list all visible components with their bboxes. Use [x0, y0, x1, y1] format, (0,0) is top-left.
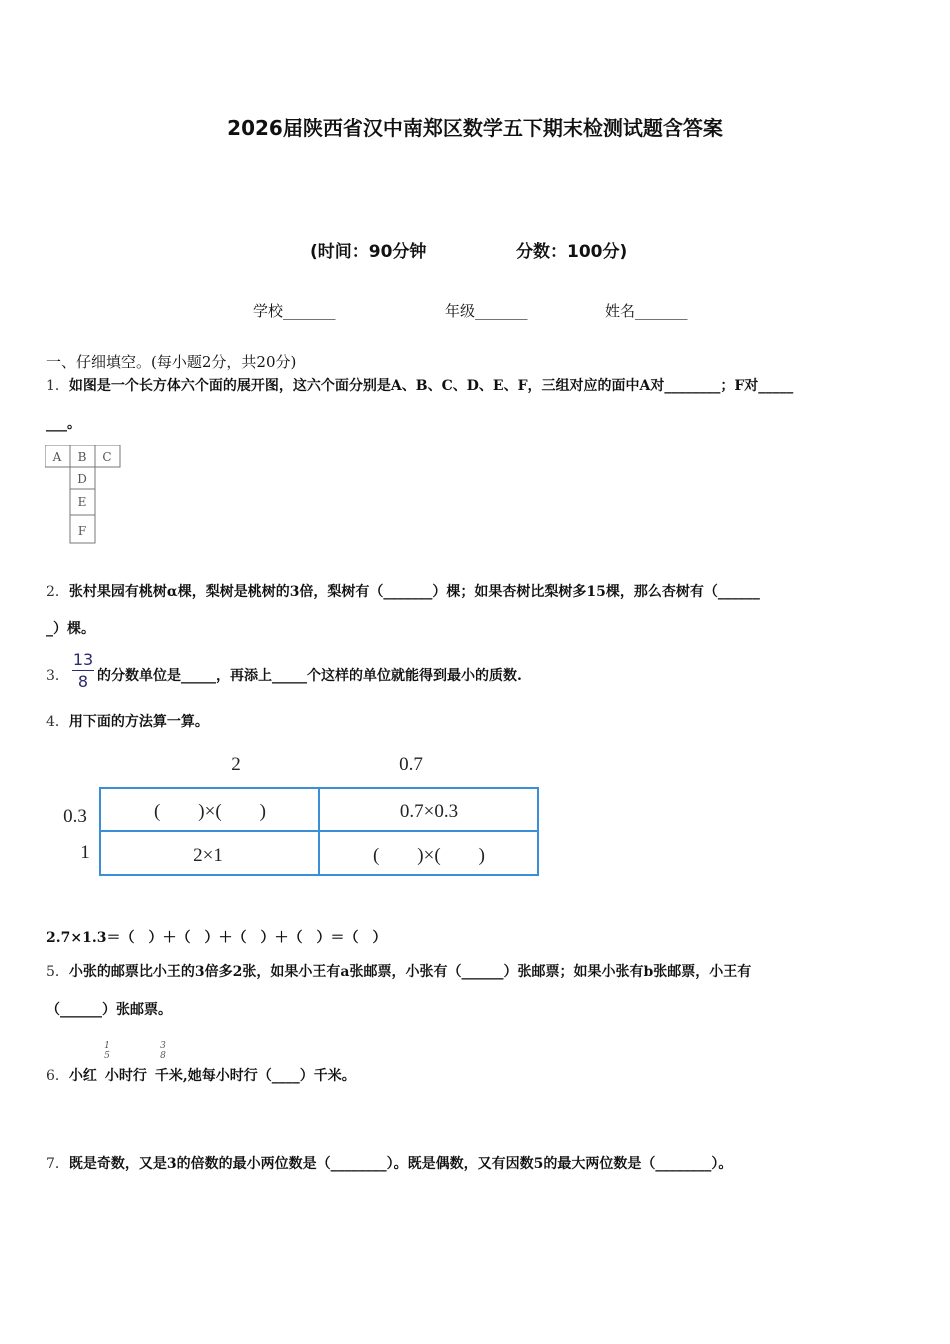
question-3 [97, 666, 522, 686]
fraction-denominator: 8 [160, 1051, 166, 1061]
grid-cell-bottom-left: 2×1 [193, 845, 223, 866]
exam-time: (时间：90分钟 [310, 242, 427, 262]
question-number: 3． [46, 668, 69, 684]
row-header-0-3: 0.3 [63, 806, 87, 827]
question-text-3: 千米,她每小时行（____）千米。 [154, 1068, 356, 1084]
question-text-1: 小红 [68, 1068, 97, 1084]
name-field: 姓名_______ [605, 302, 688, 320]
fraction-bar [72, 670, 94, 671]
net-label-d: D [77, 472, 87, 486]
question-text: 小张的邮票比小王的3倍多2张，如果小王有a张邮票，小张有（______）张邮票；如果小张有b张邮票，小王有 [68, 964, 752, 980]
question-text: 张村果园有桃树α棵，梨树是桃树的3倍，梨树有（_______）棵；如果杏树比梨树多15棵，那么杏树有（______ [68, 584, 760, 600]
fraction-denominator: 8 [77, 672, 89, 691]
row-header-1: 1 [80, 842, 90, 863]
question-text-2: 小时行 [104, 1068, 147, 1084]
fraction-numerator: 1 [104, 1041, 110, 1051]
question-text: _）棵。 [46, 621, 95, 637]
grade-field: 年级_______ [445, 302, 528, 320]
multiplication-grid [45, 745, 555, 885]
question-text: 用下面的方法算一算。 [68, 714, 209, 730]
question-text: （______）张邮票。 [46, 1002, 172, 1018]
net-label-f: F [77, 524, 87, 538]
question-number: 4． [46, 714, 69, 730]
question-4 [46, 712, 209, 732]
net-label-e: E [77, 495, 87, 509]
question-number: 6． [46, 1068, 69, 1084]
cuboid-net-diagram [45, 445, 125, 545]
fraction-numerator: 13 [72, 650, 94, 669]
fraction-13-8 [70, 650, 96, 692]
page-title: 2026届陕西省汉中南郑区数学五下期末检测试题含答案 [227, 116, 723, 140]
question-text: ___。 [46, 416, 81, 432]
net-label-b: B [77, 450, 87, 464]
question-3-number [46, 666, 69, 686]
question-number: 2． [46, 584, 69, 600]
column-header-0-7: 0.7 [399, 754, 423, 775]
question-text: 的分数单位是_____，再添上_____个这样的单位就能得到最小的质数. [97, 668, 522, 684]
column-header-2: 2 [231, 754, 241, 775]
grid-cell-bottom-right: ( )×( ) [372, 845, 486, 866]
question-text: 既是奇数，又是3的倍数的最小两位数是（________）。既是偶数，又有因数5的最大两位数是（________）。 [68, 1156, 733, 1172]
net-label-c: C [102, 450, 112, 464]
question-number: 7． [46, 1156, 69, 1172]
question-6 [46, 1066, 356, 1086]
equation-text: 2.7×1.3＝（ ）＋（ ）＋（ ）＋（ ）＝（ ） [46, 930, 387, 946]
question-number: 1． [46, 378, 69, 394]
question-1 [46, 376, 911, 396]
grid-cell-top-right: 0.7×0.3 [399, 801, 459, 822]
school-field: 学校_______ [253, 302, 336, 320]
fraction-denominator: 5 [104, 1051, 110, 1061]
question-number: 5． [46, 964, 69, 980]
question-7 [46, 1154, 911, 1174]
question-2 [46, 582, 911, 602]
exam-score: 分数：100分) [516, 242, 628, 262]
question-4-equation [46, 928, 386, 948]
question-text: 如图是一个长方体六个面的展开图，这六个面分别是A、B、C、D、E、F，三组对应的面中A对________；F对_____ [68, 378, 794, 394]
section-heading: 一、仔细填空。(每小题2分，共20分) [46, 353, 297, 371]
question-5-continued [46, 1000, 172, 1020]
fraction-3-8 [158, 1041, 168, 1061]
grid-cell-top-left: ( )×( ) [153, 801, 267, 822]
question-2-continued [46, 619, 95, 639]
question-5 [46, 962, 911, 982]
fraction-1-5 [102, 1041, 112, 1061]
question-1-continued [46, 414, 81, 434]
net-label-a: A [52, 450, 62, 464]
fraction-numerator: 3 [160, 1041, 166, 1051]
